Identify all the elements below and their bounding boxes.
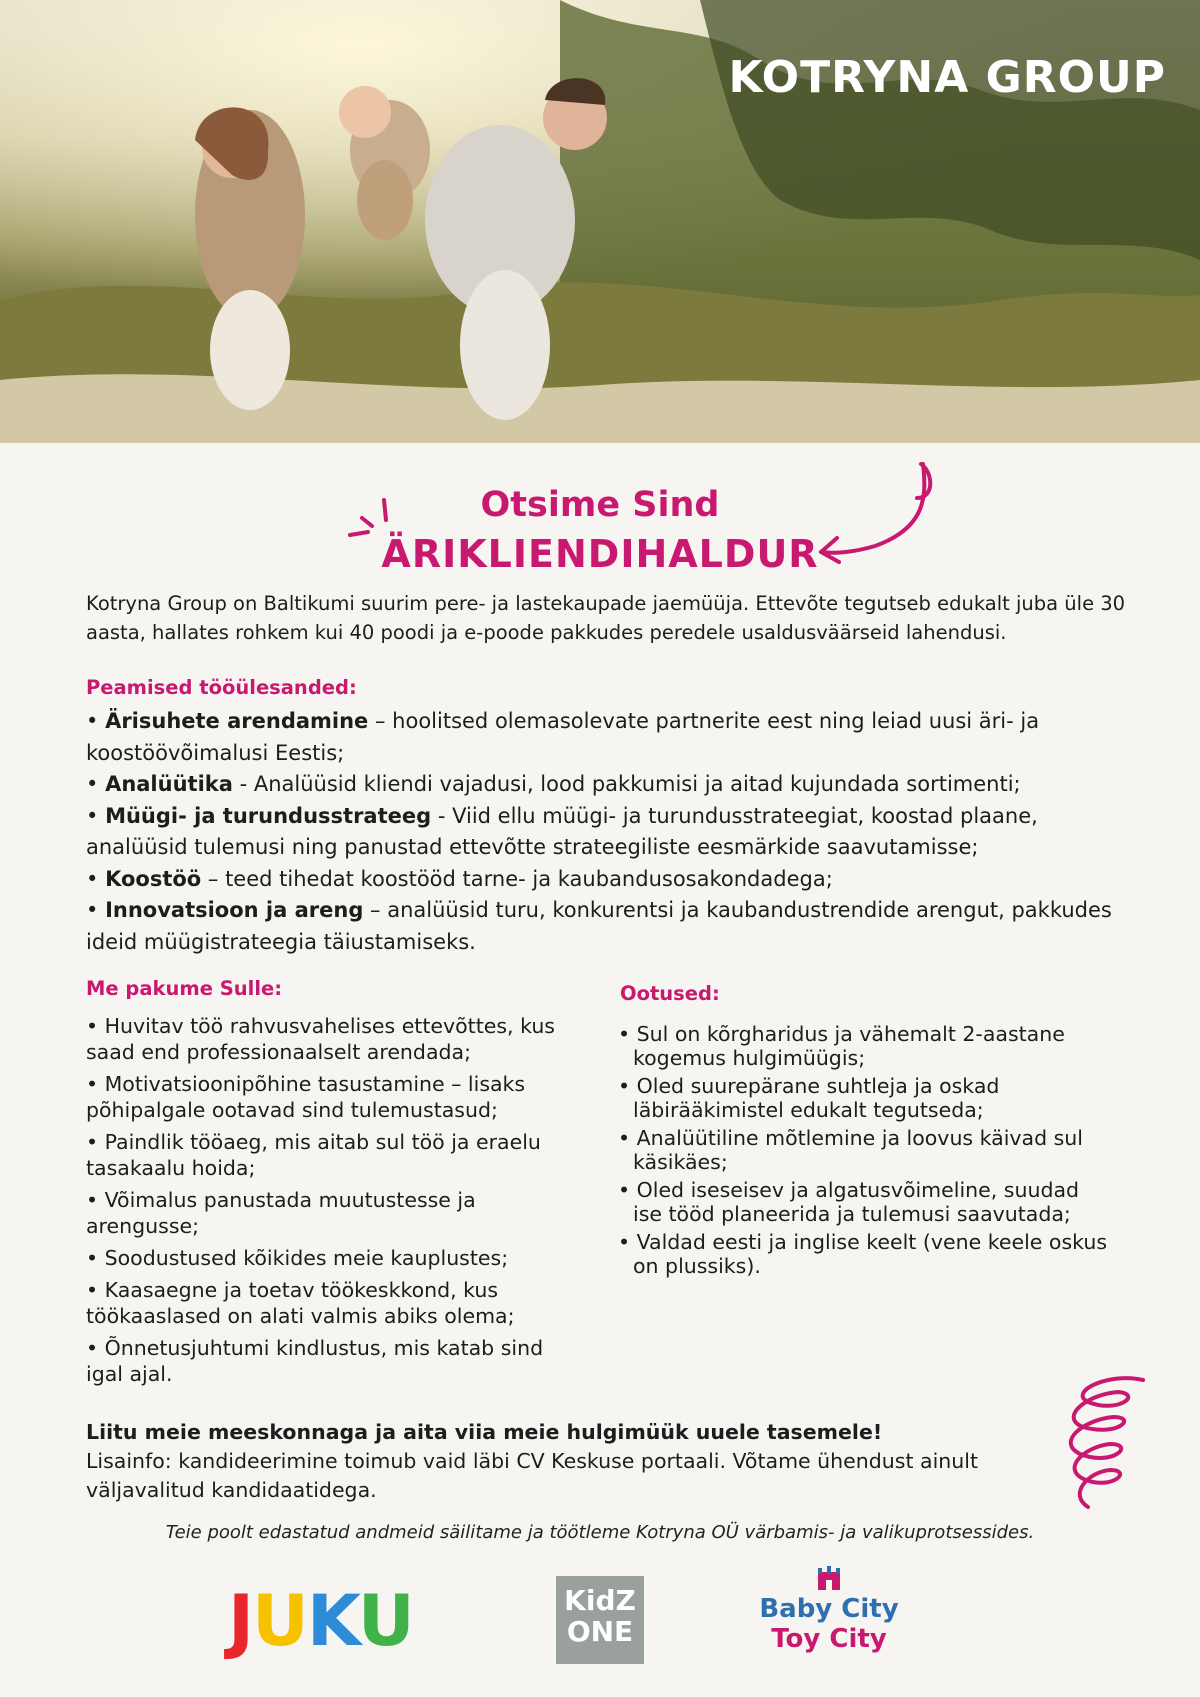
headline-lead: Otsime Sind (480, 485, 720, 525)
tasks-list (86, 706, 1126, 958)
list-item: • Võimalus panustada muutustesse ja arengusse; (86, 1188, 476, 1238)
hero-image (0, 0, 1200, 443)
kidzone-logo: KidZ ONE (556, 1576, 644, 1664)
list-item: • Kaasaegne ja toetav töökeskkond, kus töökaaslased on alati valmis abiks olema; (86, 1278, 515, 1328)
list-item: • Soodustused kõikides meie kauplustes; (86, 1246, 509, 1270)
cta-info: Lisainfo: kandideerimine toimub vaid läbi CV Keskuse portaali. Võtame ühendust ainult väljavalitud kandidaatidega. (86, 1449, 978, 1502)
call-to-action (86, 1418, 1036, 1505)
list-item: • Oled suurepärane suhtleja ja oskad läbirääkimistel edukalt tegutseda; (618, 1074, 1000, 1122)
list-item: • Motivatsioonipõhine tasustamine – lisaks põhipalgale ootavad sind tulemustasud; (86, 1072, 526, 1122)
list-item: • Oled iseseisev ja algatusvõimeline, suudad ise tööd planeerida ja tulemusi saavutada; (618, 1178, 1080, 1226)
list-item: • Õnnetusjuhtumi kindlustus, mis katab sind igal ajal. (86, 1336, 544, 1386)
list-item: • Müügi- ja turundusstrateeg - Viid ellu müügi- ja turundusstrateegiat, koostad plaane, analüüsid tulemusi ning panustad ettevõtte strateegiliste eesmärkide saavutamisse; (86, 803, 1038, 859)
castle-icon (814, 1562, 844, 1592)
offer-title: Me pakume Sulle: (86, 977, 283, 1000)
list-item: • Valdad eesti ja inglise keelt (vene keele oskus on plussiks). (618, 1230, 1108, 1278)
list-item: • Sul on kõrgharidus ja vähemalt 2-aastane kogemus hulgimüügis; (618, 1022, 1065, 1070)
expectations-list (618, 1022, 1108, 1282)
cta-headline: Liitu meie meeskonnaga ja aita viia meie hulgimüük uuele tasemele! (86, 1420, 883, 1444)
expectations-title: Ootused: (620, 982, 720, 1005)
list-item: • Ärisuhete arendamine – hoolitsed olemasolevate partnerite eest ning leiad uusi äri- ja koostöövõimalusi Eestis; (86, 709, 1040, 765)
list-item: • Analüütiline mõtlemine ja loovus käivad sul käsikäes; (618, 1126, 1083, 1174)
babycity-toycity-logo: Baby City Toy City (754, 1562, 904, 1654)
juku-logo: JUKU (228, 1580, 413, 1662)
job-title: ÄRIKLIENDIHALDUR (381, 532, 819, 576)
company-intro: Kotryna Group on Baltikumi suurim pere- ja lastekaupade jaemüüja. Ettevõte tegutseb edukalt juba üle 30 aasta, hallates rohkem kui 40 poodi ja e-poode pakkudes peredele usaldusväärseid lahendusi. (86, 592, 1126, 644)
brand-logo: KOTRYNA GROUP (728, 52, 1166, 103)
spring-doodle-icon (1048, 1372, 1158, 1522)
offer-list (86, 1013, 586, 1393)
list-item: • Koostöö – teed tihedat koostööd tarne- ja kaubandusosakondadega; (86, 866, 833, 891)
list-item: • Paindlik tööaeg, mis aitab sul töö ja eraelu tasakaalu hoida; (86, 1130, 541, 1180)
tasks-title: Peamised tööülesanded: (86, 676, 357, 699)
list-item: • Huvitav töö rahvusvahelises ettevõttes, kus saad end professionaalselt arendada; (86, 1014, 555, 1064)
privacy-note: Teie poolt edastatud andmeid säilitame ja töötleme Kotryna OÜ värbamis- ja valikuprotsessides. (165, 1522, 1035, 1543)
list-item: • Analüütika - Analüüsid kliendi vajadusi, lood pakkumisi ja aitad kujundada sortimenti; (86, 772, 1021, 796)
list-item: • Innovatsioon ja areng – analüüsid turu, konkurentsi ja kaubandustrendide arengut, pakkudes ideid müügistrateegia täiustamiseks. (86, 898, 1112, 954)
